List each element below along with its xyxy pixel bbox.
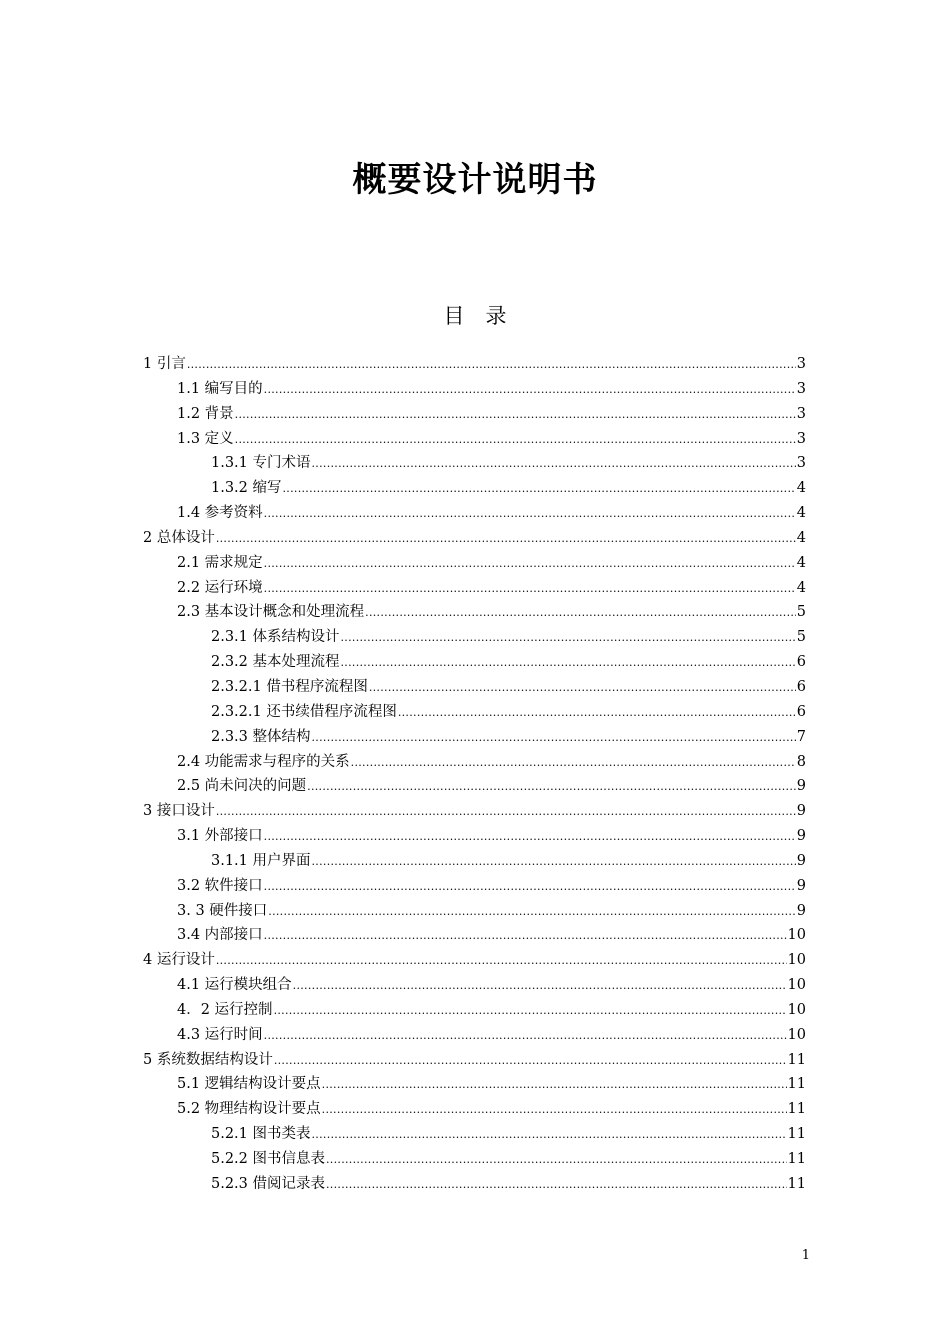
toc-entry-page: 5	[796, 629, 806, 646]
toc-dot-leader	[268, 900, 795, 925]
toc-entry[interactable]	[143, 1122, 806, 1147]
toc-entry-page: 3	[796, 455, 806, 472]
toc-dot-leader	[307, 775, 796, 800]
toc-dot-leader	[187, 353, 796, 378]
document-title: 概要设计说明书	[352, 160, 598, 200]
toc-dot-leader	[341, 651, 796, 676]
toc-dot-leader	[369, 676, 796, 701]
toc-entry-title: 2.5 尚未问决的问题	[177, 778, 307, 795]
toc-entry[interactable]	[143, 451, 806, 476]
toc-entry[interactable]	[143, 352, 806, 377]
toc-dot-leader	[264, 1024, 787, 1049]
toc-entry-title: 1 引言	[143, 356, 186, 372]
toc-entry-page: 10	[787, 1026, 806, 1043]
toc-entry-title: 2.3.1 体系结构设计	[211, 629, 340, 646]
toc-entry-page: 10	[787, 1001, 806, 1018]
toc-entry-title: 1.4 参考资料	[177, 505, 263, 522]
toc-dot-leader	[264, 924, 787, 949]
toc-entry[interactable]	[143, 899, 806, 924]
toc-entry-page: 4	[796, 554, 806, 571]
toc-dot-leader	[326, 1148, 787, 1173]
toc-entry-title: 3.1 外部接口	[177, 828, 263, 845]
toc-entry-title: 1.3.1 专门术语	[211, 455, 311, 472]
toc-entry-title: 3.2 软件接口	[177, 877, 263, 894]
toc-dot-leader	[398, 701, 796, 726]
toc-dot-leader	[235, 428, 796, 453]
toc-entry-page: 10	[787, 927, 806, 944]
toc-entry-title: 5.2.1 图书类表	[211, 1126, 311, 1143]
toc-entry[interactable]	[143, 774, 806, 799]
toc-entry-title: 1.3.2 缩写	[211, 480, 282, 497]
toc-dot-leader	[264, 875, 796, 900]
toc-dot-leader	[322, 1073, 787, 1098]
toc-entry-page: 10	[787, 952, 806, 969]
toc-entry[interactable]	[143, 600, 806, 625]
toc-dot-leader	[216, 527, 796, 552]
toc-dot-leader	[264, 502, 796, 527]
toc-dot-leader	[312, 452, 796, 477]
toc-dot-leader	[264, 577, 796, 602]
toc-heading: 目 录	[443, 304, 507, 328]
toc-entry-page: 4	[796, 480, 806, 497]
toc-entry-title: 2.3.3 整体结构	[211, 728, 311, 745]
toc-entry-title: 2.4 功能需求与程序的关系	[177, 753, 350, 770]
toc-entry[interactable]	[143, 1023, 806, 1048]
toc-entry[interactable]	[143, 650, 806, 675]
toc-entry-title: 2 总体设计	[143, 529, 215, 546]
toc-entry-page: 3	[796, 405, 806, 422]
toc-entry-page: 6	[796, 678, 806, 695]
toc-entry[interactable]	[143, 799, 806, 824]
toc-entry[interactable]	[143, 1048, 806, 1073]
toc-dot-leader	[312, 1123, 787, 1148]
toc-entry[interactable]	[143, 625, 806, 650]
toc-entry[interactable]	[143, 725, 806, 750]
toc-dot-leader	[351, 751, 796, 776]
table-of-contents	[143, 352, 806, 1197]
toc-entry[interactable]	[143, 923, 806, 948]
toc-entry-page: 3	[796, 356, 806, 372]
toc-entry[interactable]	[143, 874, 806, 899]
toc-entry-page: 4	[796, 529, 806, 546]
toc-entry-page: 4	[796, 579, 806, 596]
toc-entry-page: 9	[796, 877, 806, 894]
toc-dot-leader	[274, 1049, 787, 1074]
toc-entry-title: 4.1 运行模块组合	[177, 977, 292, 994]
toc-entry-title: 3. 3 硬件接口	[177, 902, 268, 919]
toc-entry[interactable]	[143, 402, 806, 427]
toc-entry-title: 5.2 物理结构设计要点	[177, 1101, 321, 1118]
toc-entry[interactable]	[143, 849, 806, 874]
toc-entry-page: 9	[796, 778, 806, 795]
toc-entry[interactable]	[143, 824, 806, 849]
toc-dot-leader	[216, 949, 787, 974]
toc-entry-page: 11	[787, 1126, 806, 1143]
toc-entry[interactable]	[143, 700, 806, 725]
toc-dot-leader	[322, 1098, 787, 1123]
toc-entry[interactable]	[143, 501, 806, 526]
toc-entry-title: 5 系统数据结构设计	[143, 1051, 273, 1068]
toc-entry-title: 4．2 运行控制	[177, 1001, 273, 1018]
toc-entry-page: 3	[796, 380, 806, 397]
toc-entry-page: 11	[787, 1076, 806, 1093]
toc-entry-page: 5	[796, 604, 806, 621]
toc-entry-title: 2.1 需求规定	[177, 554, 263, 571]
toc-dot-leader	[293, 974, 787, 999]
toc-entry-page: 11	[787, 1151, 806, 1167]
toc-entry-page: 11	[787, 1101, 806, 1118]
toc-entry-title: 2.3.2.1 借书程序流程图	[211, 678, 368, 695]
page-number: 1	[801, 1248, 810, 1263]
toc-dot-leader	[283, 477, 796, 502]
toc-entry[interactable]	[143, 1072, 806, 1097]
toc-entry-title: 3.4 内部接口	[177, 927, 263, 944]
toc-entry-title: 3 接口设计	[143, 803, 215, 820]
toc-dot-leader	[264, 825, 796, 850]
toc-entry[interactable]	[143, 1147, 806, 1172]
toc-entry-title: 4.3 运行时间	[177, 1026, 263, 1043]
toc-entry-page: 11	[787, 1051, 806, 1068]
toc-entry-page: 9	[796, 852, 806, 869]
toc-entry[interactable]	[143, 675, 806, 700]
toc-entry-title: 1.1 编写目的	[177, 380, 263, 397]
toc-dot-leader	[341, 626, 796, 651]
toc-entry[interactable]	[143, 1172, 806, 1197]
toc-dot-leader	[312, 726, 796, 751]
toc-dot-leader	[326, 1173, 787, 1198]
toc-dot-leader	[216, 800, 796, 825]
toc-entry[interactable]	[143, 551, 806, 576]
toc-entry-title: 3.1.1 用户界面	[211, 852, 311, 869]
toc-entry[interactable]	[143, 1097, 806, 1122]
toc-entry[interactable]	[143, 750, 806, 775]
toc-entry-page: 7	[796, 728, 806, 745]
toc-entry-page: 6	[796, 654, 806, 671]
toc-entry-title: 2.2 运行环境	[177, 579, 263, 596]
toc-entry[interactable]	[143, 576, 806, 601]
toc-entry-page: 9	[796, 902, 806, 919]
toc-entry-page: 4	[796, 505, 806, 522]
toc-entry-page: 11	[787, 1175, 806, 1192]
toc-entry-page: 9	[796, 828, 806, 845]
toc-entry[interactable]	[143, 377, 806, 402]
toc-dot-leader	[264, 378, 796, 403]
toc-entry-title: 2.3.2.1 还书续借程序流程图	[211, 703, 397, 720]
toc-dot-leader	[312, 850, 796, 875]
toc-entry[interactable]	[143, 476, 806, 501]
toc-entry-title: 1.3 定义	[177, 430, 234, 447]
toc-entry-page: 3	[796, 430, 806, 447]
toc-entry[interactable]	[143, 526, 806, 551]
toc-entry-page: 8	[796, 753, 806, 770]
toc-entry[interactable]	[143, 973, 806, 998]
toc-entry-page: 9	[796, 803, 806, 820]
toc-entry[interactable]	[143, 948, 806, 973]
toc-entry-title: 5.1 逻辑结构设计要点	[177, 1076, 321, 1093]
toc-entry[interactable]	[143, 998, 806, 1023]
toc-dot-leader	[274, 999, 787, 1024]
toc-dot-leader	[365, 601, 796, 626]
toc-dot-leader	[235, 403, 796, 428]
toc-entry-title: 2.3.2 基本处理流程	[211, 654, 340, 671]
toc-entry[interactable]	[143, 427, 806, 452]
toc-entry-title: 5.2.3 借阅记录表	[211, 1175, 326, 1192]
toc-entry-title: 5.2.2 图书信息表	[211, 1151, 326, 1167]
toc-entry-page: 10	[787, 977, 806, 994]
toc-entry-title: 4 运行设计	[143, 952, 215, 969]
toc-entry-page: 6	[796, 703, 806, 720]
toc-entry-title: 1.2 背景	[177, 405, 234, 422]
toc-dot-leader	[264, 552, 796, 577]
toc-entry-title: 2.3 基本设计概念和处理流程	[177, 604, 365, 621]
